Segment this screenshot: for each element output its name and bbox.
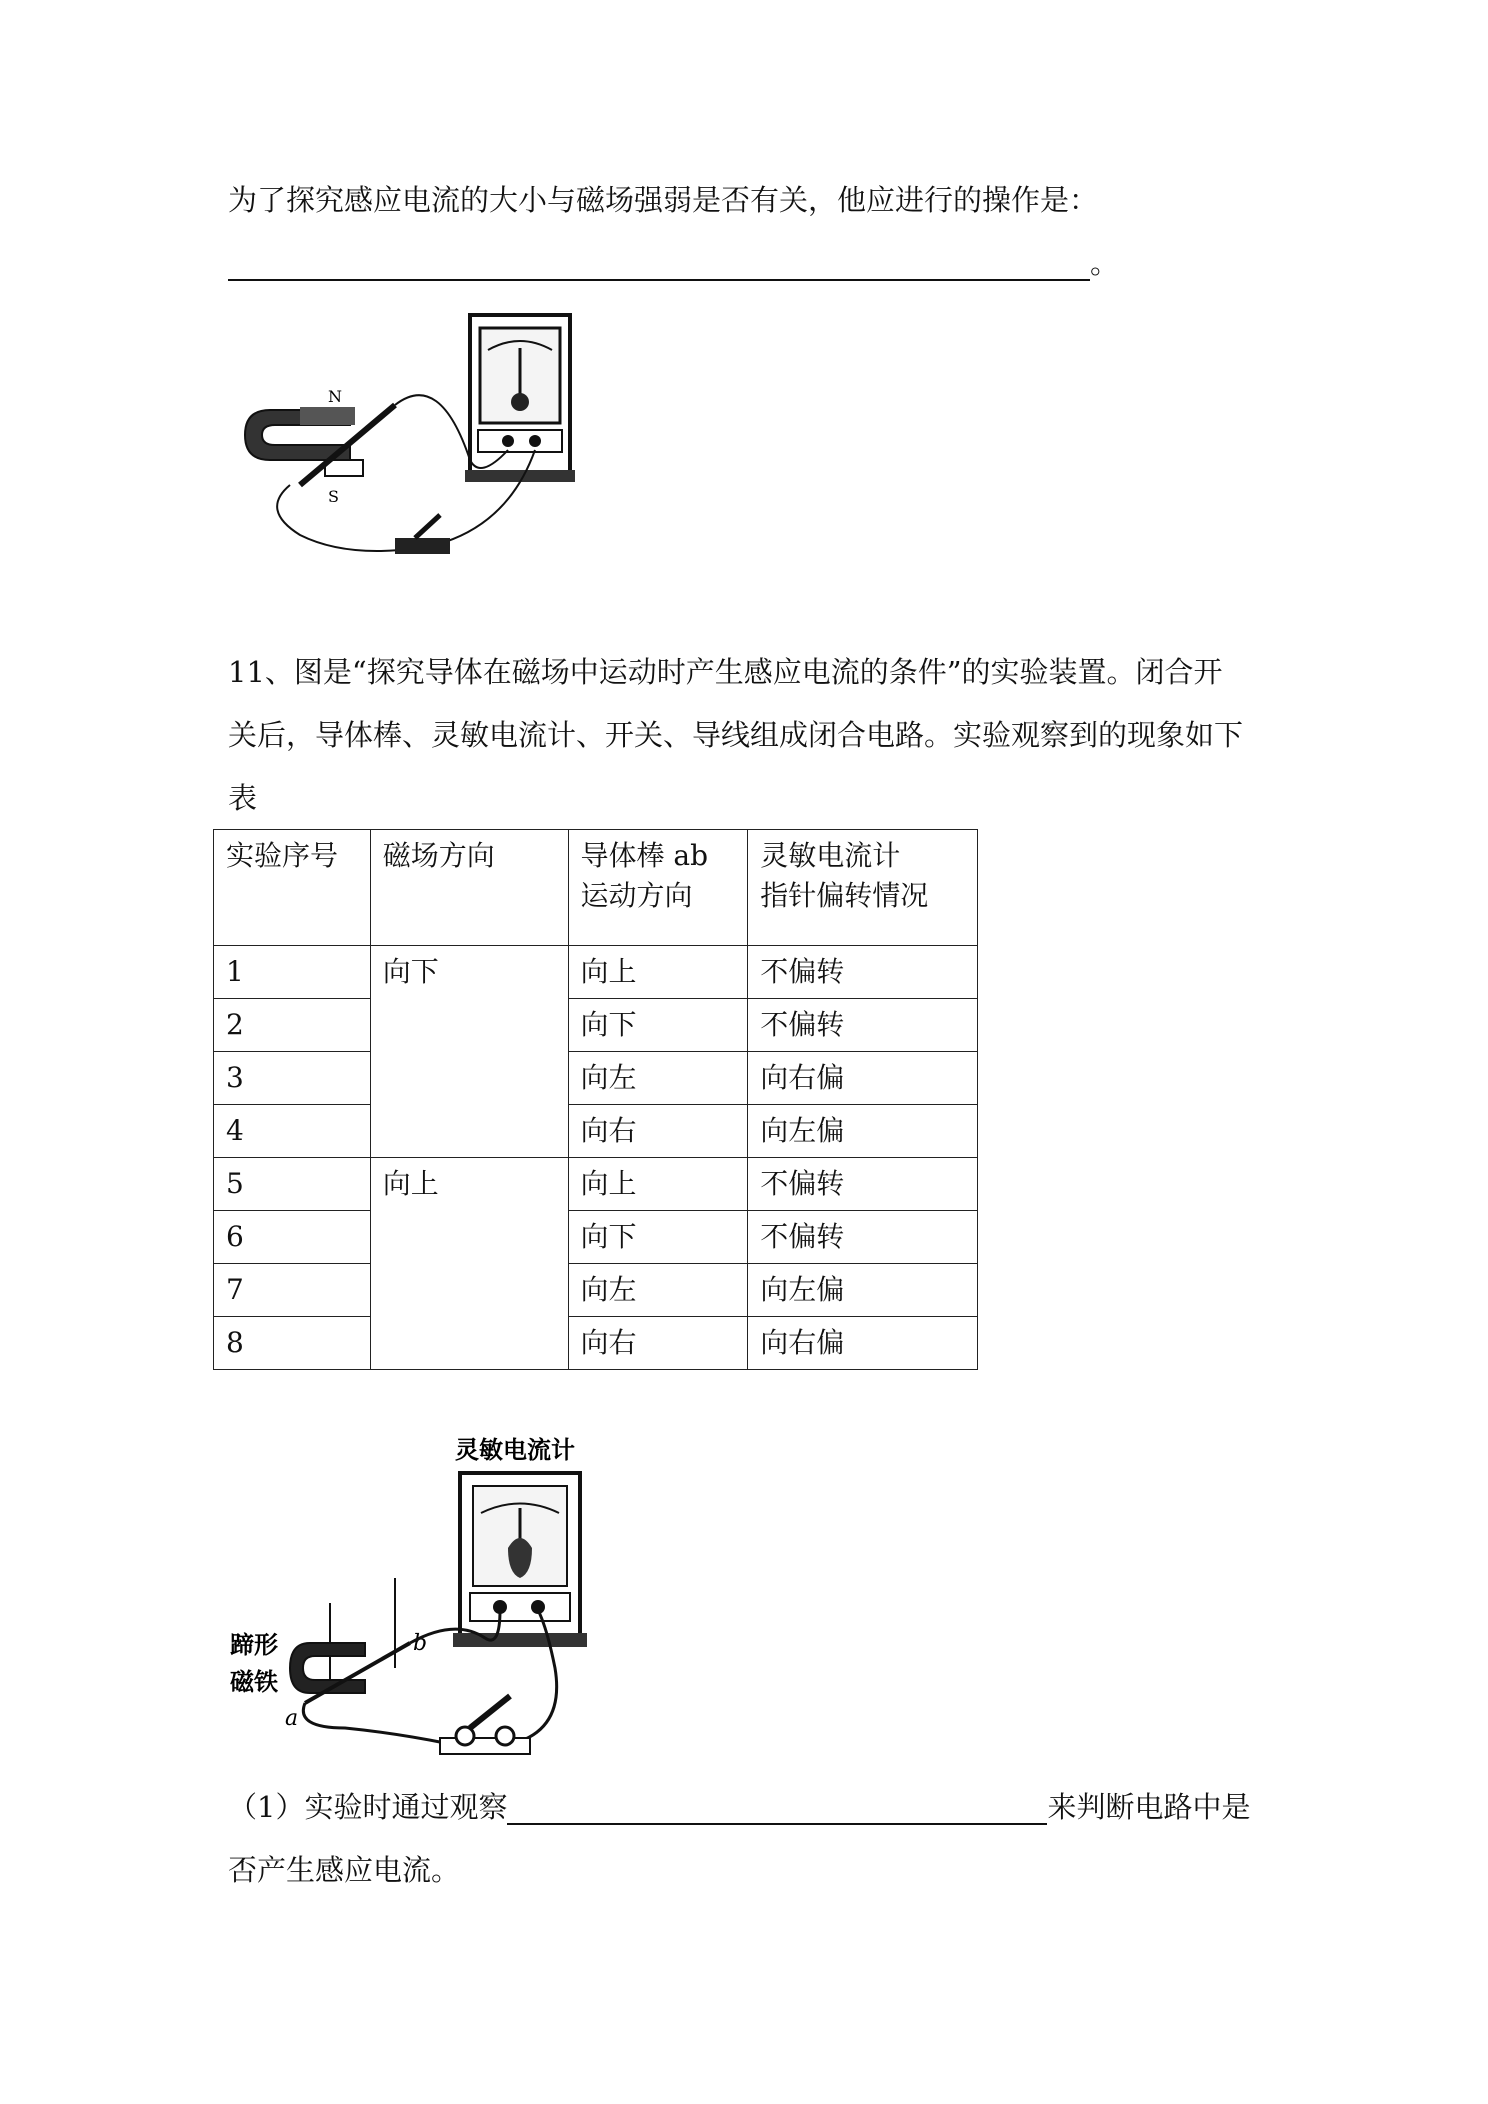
cell-field: 向上	[370, 1158, 568, 1370]
table-row	[214, 1105, 978, 1158]
label-s: S	[328, 487, 339, 506]
figure-1-apparatus	[240, 310, 600, 570]
switch-2	[440, 1696, 530, 1754]
cell-no: 5	[214, 1158, 371, 1211]
table-row	[214, 1158, 978, 1211]
cell-deflection: 向左偏	[748, 1264, 978, 1317]
cell-deflection: 不偏转	[748, 1158, 978, 1211]
q11-line2: 关后，导体棒、灵敏电流计、开关、导线组成闭合电路。实验观察到的现象如下	[228, 718, 1244, 752]
cell-motion: 向右	[568, 1317, 748, 1370]
point-b: b	[413, 1631, 428, 1656]
observation-table	[213, 829, 978, 1370]
table-row	[214, 999, 978, 1052]
table-row	[214, 1264, 978, 1317]
cell-no: 1	[214, 946, 371, 999]
q11-line3: 表	[228, 781, 258, 815]
sub1-line1	[228, 1789, 1250, 1825]
cell-no: 3	[214, 1052, 371, 1105]
table-row	[214, 946, 978, 999]
cell-no: 7	[214, 1264, 371, 1317]
cell-no: 2	[214, 999, 371, 1052]
header-motion-direction: 导体棒 ab 运动方向	[568, 830, 748, 946]
label-n: N	[328, 387, 342, 406]
q11-line1: 11、图是“探究导体在磁场中运动时产生感应电流的条件”的实验装置。闭合开	[228, 655, 1223, 689]
cell-motion: 向左	[568, 1264, 748, 1317]
cell-deflection: 向右偏	[748, 1052, 978, 1105]
answer-blank[interactable]	[228, 251, 1090, 281]
cell-motion: 向下	[568, 1211, 748, 1264]
intro-answer-line	[228, 245, 1119, 281]
horseshoe-magnet-2	[290, 1578, 395, 1693]
cell-field: 向下	[370, 946, 568, 1158]
magnet-label-2: 磁铁	[230, 1667, 278, 1696]
cell-no: 8	[214, 1317, 371, 1370]
cell-deflection: 向左偏	[748, 1105, 978, 1158]
sub1-prefix: （1）实验时通过观察	[228, 1790, 508, 1824]
figure-2-apparatus	[225, 1428, 625, 1778]
cell-deflection: 不偏转	[748, 946, 978, 999]
table-row	[214, 1211, 978, 1264]
cell-deflection: 向右偏	[748, 1317, 978, 1370]
magnet-label-1: 蹄形	[230, 1630, 278, 1659]
header-field-direction: 磁场方向	[370, 830, 568, 946]
point-a: a	[285, 1706, 299, 1731]
cell-motion: 向右	[568, 1105, 748, 1158]
galvanometer-2	[453, 1473, 587, 1647]
cell-deflection: 不偏转	[748, 1211, 978, 1264]
meter-label: 灵敏电流计	[455, 1435, 575, 1464]
table-row	[214, 1317, 978, 1370]
cell-deflection: 不偏转	[748, 999, 978, 1052]
header-deflection: 灵敏电流计 指针偏转情况	[748, 830, 978, 946]
sub1-line2: 否产生感应电流。	[228, 1853, 461, 1887]
cell-motion: 向上	[568, 1158, 748, 1211]
table-row	[214, 1052, 978, 1105]
header-trial-no: 实验序号	[214, 830, 371, 946]
cell-motion: 向左	[568, 1052, 748, 1105]
sub1-answer-blank[interactable]	[507, 1795, 1047, 1825]
cell-motion: 向下	[568, 999, 748, 1052]
intro-text: 为了探究感应电流的大小与磁场强弱是否有关，他应进行的操作是：	[228, 183, 1099, 217]
cell-no: 6	[214, 1211, 371, 1264]
galvanometer-1	[465, 315, 575, 482]
cell-no: 4	[214, 1105, 371, 1158]
switch-1	[395, 515, 450, 554]
sub1-suffix: 来判断电路中是	[1047, 1790, 1251, 1824]
end-mark: 。	[1090, 246, 1120, 280]
cell-motion: 向上	[568, 946, 748, 999]
wire-5	[303, 1703, 445, 1743]
table-header-row	[214, 830, 978, 946]
